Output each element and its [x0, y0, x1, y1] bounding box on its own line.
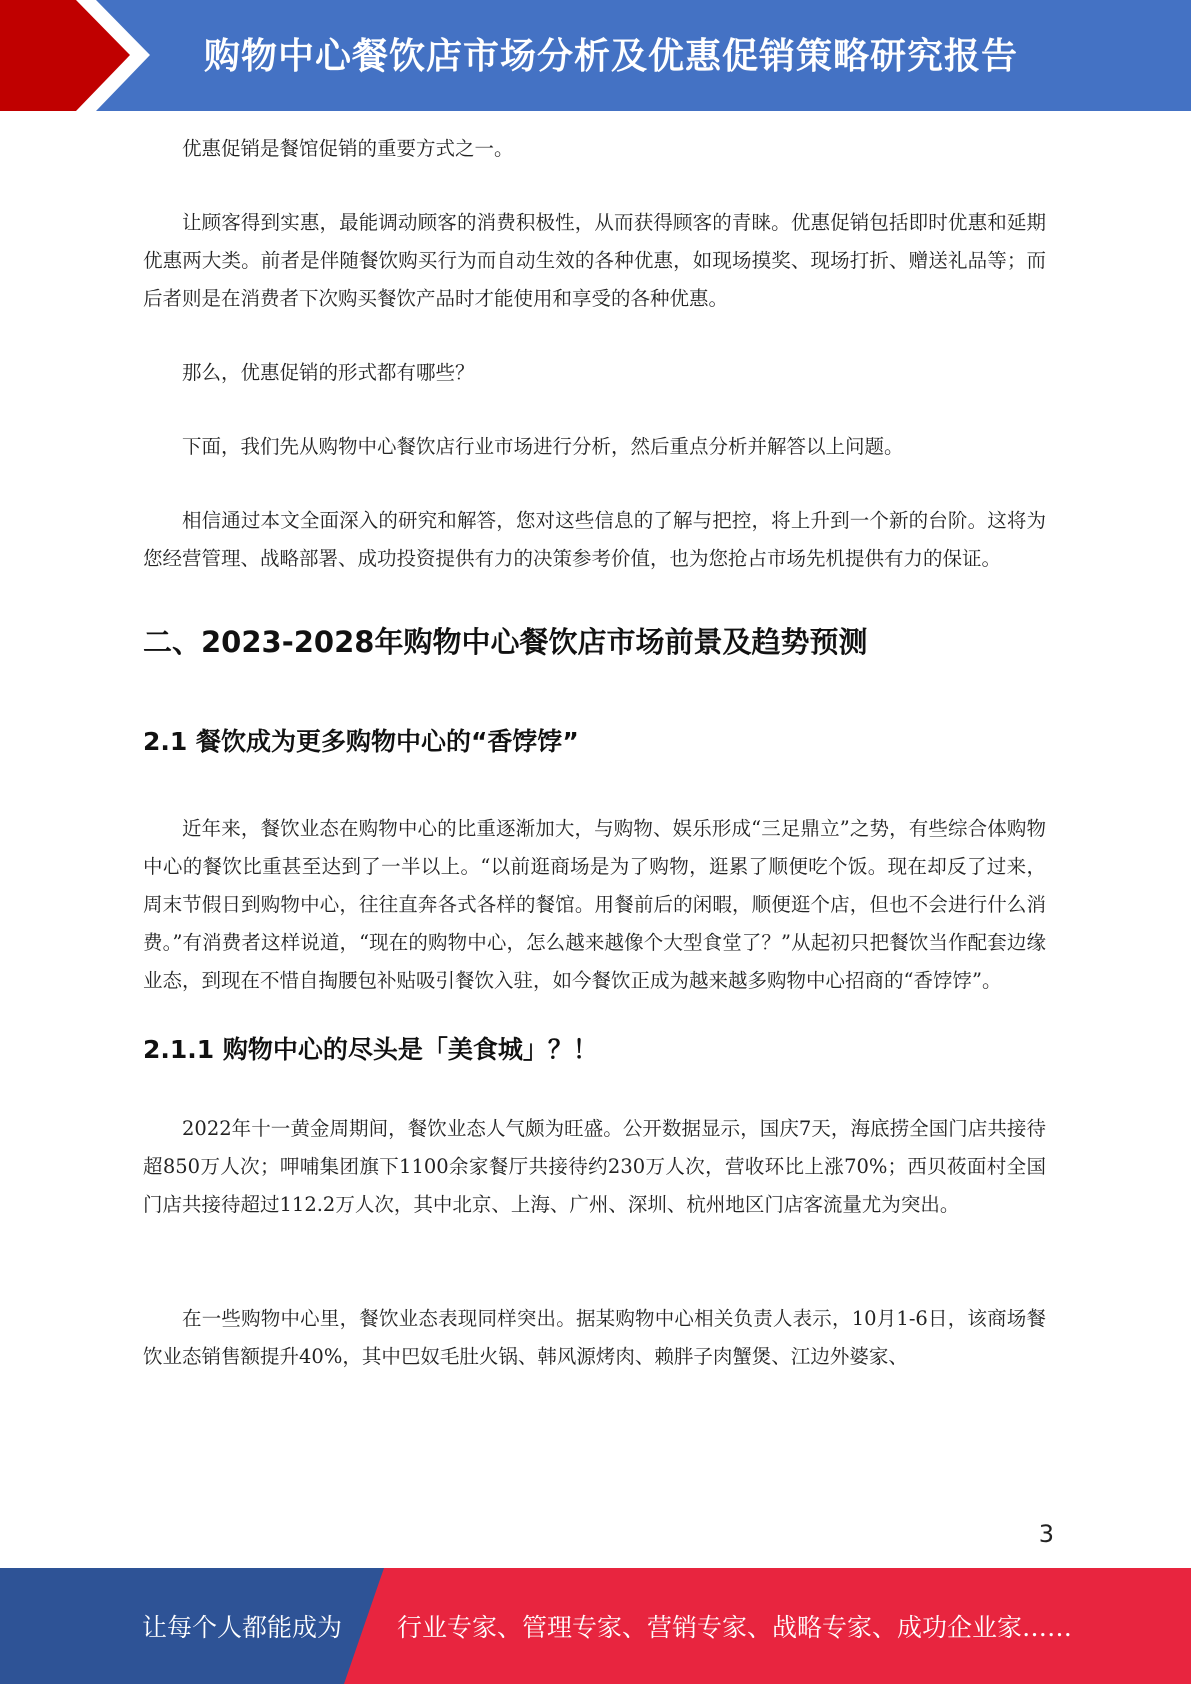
paragraph-intro: 优惠促销是餐馆促销的重要方式之一。	[182, 137, 514, 160]
paragraph-mall-sales: 在一些购物中心里，餐饮业态表现同样突出。据某购物中心相关负责人表示，10月1-6日，该商场餐饮业态销售额提升40%，其中巴奴毛肚火锅、韩风源烤肉、赖胖子肉蟹煲、江边外婆家、	[143, 1307, 1046, 1368]
footer-banner	[0, 1568, 1191, 1684]
section-heading: 二、2023-2028年购物中心餐饮店市场前景及趋势预测	[143, 625, 868, 659]
paragraph-discount-types: 让顾客得到实惠，最能调动顾客的消费积极性，从而获得顾客的青睐。优惠促销包括即时优惠和延期优惠两大类。前者是伴随餐饮购买行为而自动生效的各种优惠，如现场摸奖、现场打折、赠送礼品等；而后者则是在消费者下次购买餐饮产品时才能使用和享受的各种优惠。	[143, 211, 1046, 310]
report-title: 购物中心餐饮店市场分析及优惠促销策略研究报告	[204, 36, 1019, 77]
paragraph-question: 那么，优惠促销的形式都有哪些？	[182, 361, 475, 384]
subsection-heading-2-1-1: 2.1.1 购物中心的尽头是「美食城」？！	[143, 1035, 598, 1064]
header-banner	[0, 0, 1191, 111]
footer-slogan-right: 行业专家、管理专家、营销专家、战略专家、成功企业家……	[397, 1613, 1073, 1642]
paragraph-outline: 下面，我们先从购物中心餐饮店行业市场进行分析，然后重点分析并解答以上问题。	[182, 435, 904, 458]
paragraph-golden-week: 2022年十一黄金周期间，餐饮业态人气颇为旺盛。公开数据显示，国庆7天，海底捞全国门店共接待超850万人次；呷哺集团旗下1100余家餐厅共接待约230万人次，营收环比上涨70%；西贝莜面村全国门店共接待超过112.2万人次，其中北京、上海、广州、深圳、杭州地区门店客流量尤为突出。	[143, 1117, 1046, 1216]
document-body	[143, 130, 1046, 1376]
footer-slogan-left: 让每个人都能成为	[142, 1613, 343, 1642]
page-number: 3	[1038, 1520, 1054, 1548]
paragraph-catering-trend: 近年来，餐饮业态在购物中心的比重逐渐加大，与购物、娱乐形成“三足鼎立”之势，有些综合体购物中心的餐饮比重甚至达到了一半以上。“以前逛商场是为了购物，逛累了顺便吃个饭。现在却反了过来，周末节假日到购物中心，往往直奔各式各样的餐馆。用餐前后的闲暇，顺便逛个店，但也不会进行什么消费。”有消费者这样说道，“现在的购物中心，怎么越来越像个大型食堂了？”从起初只把餐饮当作配套边缘业态，到现在不惜自掏腰包补贴吸引餐饮入驻，如今餐饮正成为越来越多购物中心招商的“香饽饽”。	[143, 817, 1046, 992]
subsection-heading-2-1: 2.1 餐饮成为更多购物中心的“香饽饽”	[143, 727, 579, 756]
paragraph-value: 相信通过本文全面深入的研究和解答，您对这些信息的了解与把控，将上升到一个新的台阶。这将为您经营管理、战略部署、成功投资提供有力的决策参考价值，也为您抢占市场先机提供有力的保证。	[143, 509, 1046, 570]
